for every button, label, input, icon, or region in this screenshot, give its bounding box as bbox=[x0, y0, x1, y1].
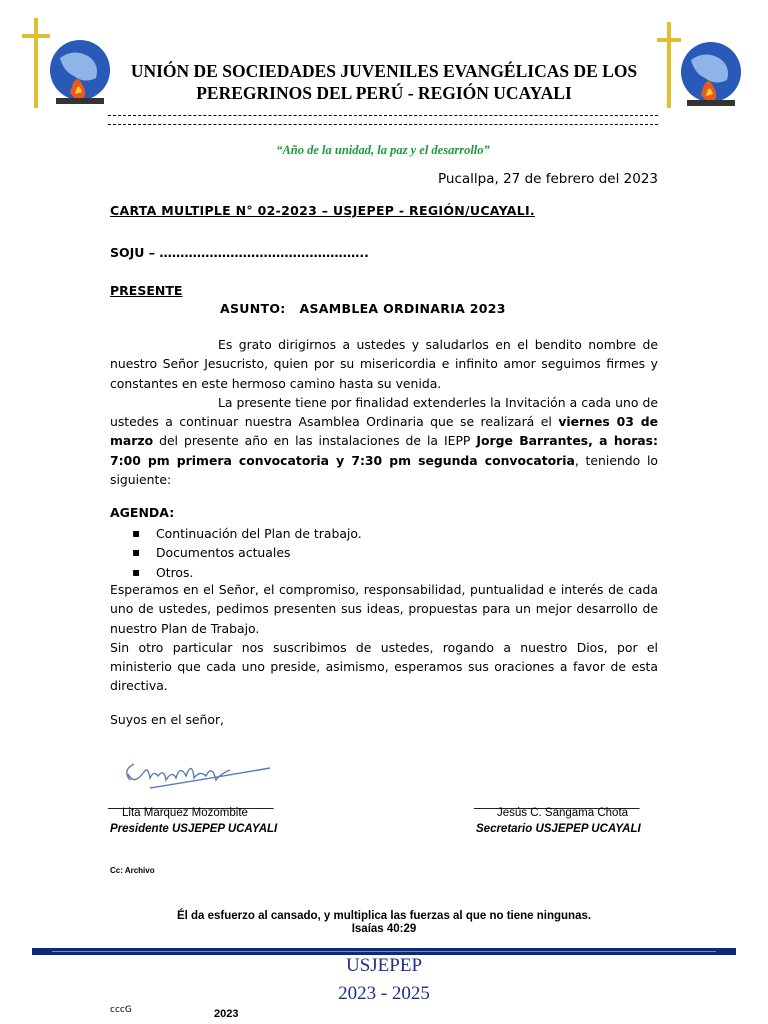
cross-globe-logo-icon bbox=[655, 22, 755, 110]
header-divider bbox=[108, 115, 658, 125]
org-title bbox=[100, 60, 668, 104]
bible-verse bbox=[100, 910, 668, 936]
letter-body bbox=[110, 335, 658, 489]
footer-year: 2023 bbox=[214, 1008, 239, 1020]
signature-line-president: ______________________________ bbox=[108, 795, 273, 809]
footer-org: USJEPEP bbox=[345, 955, 423, 976]
letter-date: Pucallpa, 27 de febrero del 2023 bbox=[438, 171, 658, 187]
invitation-text-1: La presente tiene por finalidad extenderles la Invitación a cada uno de ustedes a continuar nuestra Asamblea Ordinaria que se realizará el bbox=[110, 394, 658, 430]
paragraph-invitation bbox=[110, 393, 658, 489]
verse-reference: Isaías 40:29 bbox=[351, 923, 417, 935]
agenda-title: AGENDA: bbox=[110, 505, 175, 520]
year-motto: “Año de la unidad, la paz y el desarrollo” bbox=[276, 143, 490, 157]
secretary-name: Jesús C. Sangama Chota bbox=[497, 807, 629, 819]
agenda-item: ▪ Continuación del Plan de trabajo. bbox=[110, 524, 362, 543]
recipient-line: SOJU – ………………………………………….. bbox=[110, 245, 369, 260]
right-logo bbox=[655, 22, 755, 110]
paragraph-greeting: Es grato dirigirnos a ustedes y saludarlos en el bendito nombre de nuestro Señor Jesucristo, quien por su misericordia e infinito amor seguimos firmes y constantes en este hermoso camino hasta su venida. bbox=[110, 337, 658, 391]
agenda-item: ▪ Documentos actuales bbox=[110, 543, 362, 562]
valediction: Suyos en el señor, bbox=[110, 712, 224, 727]
agenda-list bbox=[110, 524, 362, 582]
president-name: Lita Marquez Mozombite bbox=[122, 807, 248, 819]
carbon-copy: Cc: Archivo bbox=[110, 866, 155, 875]
verse-text: Él da esfuerzo al cansado, y multiplica las fuerzas al que no tiene ningunas. bbox=[176, 910, 592, 922]
subject-line bbox=[220, 301, 506, 316]
org-title-line1: UNIÓN DE SOCIEDADES JUVENILES EVANGÉLICAS DE LOS bbox=[130, 61, 638, 81]
secretary-role: Secretario USJEPEP UCAYALI bbox=[476, 823, 641, 835]
org-title-line2: PEREGRINOS DEL PERÚ - REGIÓN UCAYALI bbox=[196, 83, 572, 103]
presente-label: PRESENTE bbox=[110, 283, 183, 298]
paragraph-farewell: Sin otro particular nos suscribimos de ustedes, rogando a nuestro Dios, por el ministerio que cada uno preside, asimismo, esperamos sus oraciones a favor de esta directiva. bbox=[110, 639, 658, 694]
invitation-venue-time: Jorge Barrantes, a horas: 7:00 pm primera convocatoria y 7:30 pm segunda convocatoria bbox=[110, 433, 658, 468]
signature-line-secretary: ______________________________ bbox=[474, 795, 639, 809]
invitation-text-2: del presente año en las instalaciones de la IEPP bbox=[153, 433, 477, 449]
subject-label: ASUNTO: bbox=[220, 301, 286, 316]
letter-reference: CARTA MULTIPLE N° 02-2023 – USJEPEP - REGIÓN/UCAYALI. bbox=[110, 203, 535, 218]
paragraph-hope: Esperamos en el Señor, el compromiso, responsabilidad, puntualidad e interés de cada uno de ustedes, pedimos presenten sus ideas, propuestas para un mejor desarrollo de nuestro Plan de Trabajo. bbox=[110, 582, 658, 636]
agenda-item: ▪ Otros. bbox=[110, 563, 362, 582]
footer-period: 2023 - 2025 bbox=[338, 983, 430, 1004]
subject-value: ASAMBLEA ORDINARIA 2023 bbox=[299, 301, 506, 316]
invitation-date: viernes 03 de marzo bbox=[110, 414, 658, 449]
footer-band bbox=[32, 948, 736, 955]
invitation-text-3: , teniendo lo siguiente: bbox=[110, 452, 659, 488]
letter-closing bbox=[110, 580, 658, 696]
president-role: Presidente USJEPEP UCAYALI bbox=[110, 823, 278, 835]
footer-code: cccG bbox=[110, 1005, 132, 1015]
